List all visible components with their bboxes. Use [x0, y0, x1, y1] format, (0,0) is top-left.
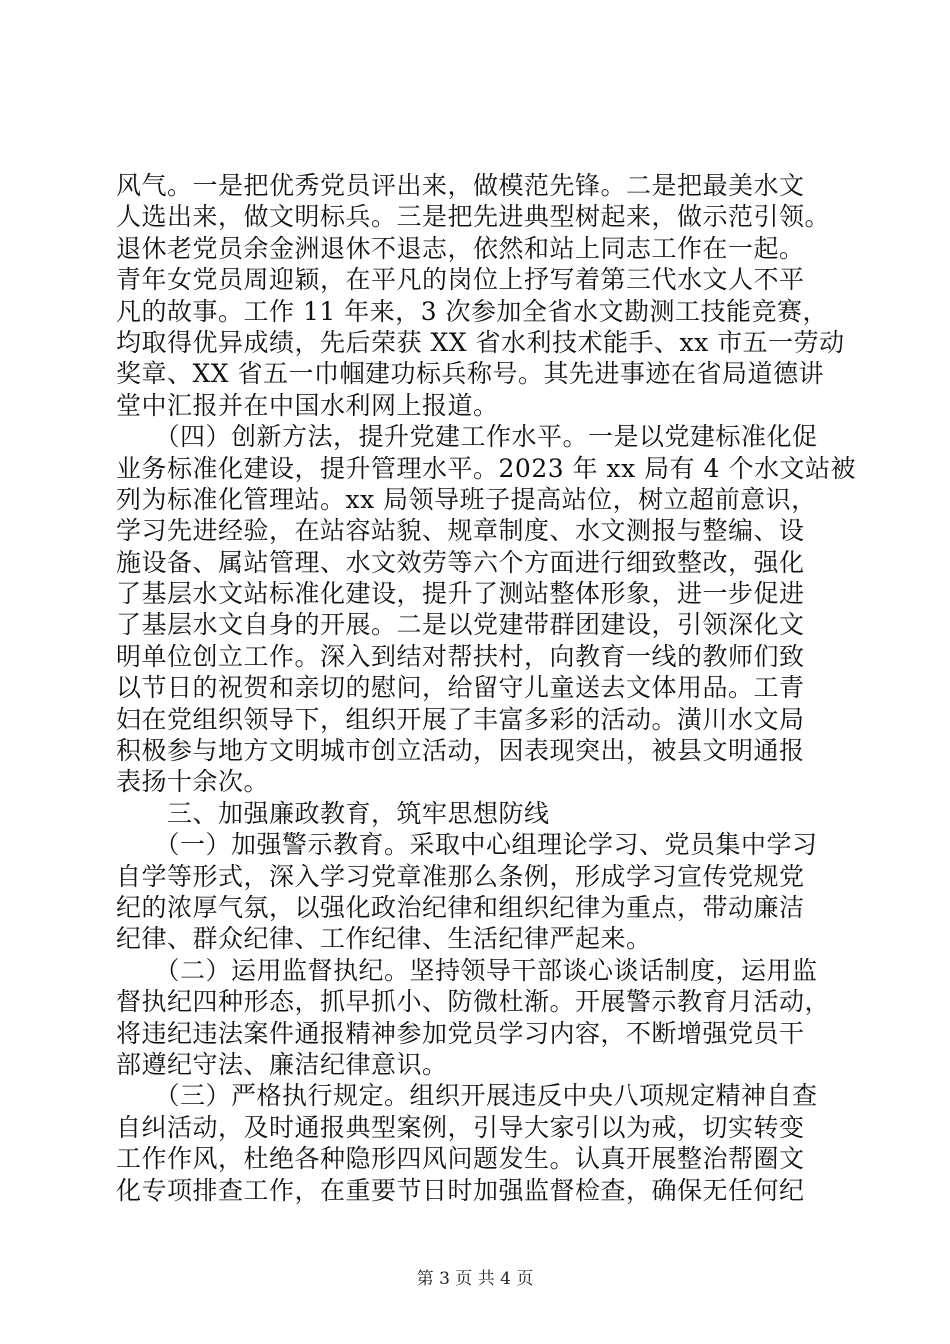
body-text	[116, 170, 856, 1206]
text-line: 凡的故事。工作 11 年来，3 次参加全省水文勘测工技能竞赛，	[116, 296, 829, 326]
text-line: 业务标准化建设，提升管理水平。2023 年 xx 局有 4 个水文站被	[116, 453, 856, 483]
text-line: 风气。一是把优秀党员评出来，做模范先锋。二是把最美水文	[116, 171, 805, 200]
text-line: 施设备、属站管理、水文效劳等六个方面进行细致整改，强化	[116, 547, 805, 577]
text-line: 堂中汇报并在中国水利网上报道。	[116, 390, 499, 420]
text-line: 妇在党组织领导下，组织开展了丰富多彩的活动。潢川水文局	[116, 704, 805, 734]
text-line: 奖章、XX 省五一巾帼建功标兵称号。其先进事迹在省局道德讲	[116, 359, 825, 389]
text-line: 化专项排查工作，在重要节日时加强监督检查，确保无任何纪	[116, 1175, 805, 1205]
text-line: 明单位创立工作。深入到结对帮扶村，向教育一线的教师们致	[116, 641, 805, 671]
text-line: 人选出来，做文明标兵。三是把先进典型树起来，做示范引领。	[116, 202, 831, 232]
text-line: 工作作风，杜绝各种隐形四风问题发生。认真开展整治帮圈文	[116, 1144, 805, 1174]
text-line: 积极参与地方文明城市创立活动，因表现突出，被县文明通报	[116, 736, 805, 766]
text-line: （二）运用监督执纪。坚持领导干部谈心谈话制度，运用监	[116, 955, 818, 985]
text-line: 自纠活动，及时通报典型案例，引导大家引以为戒，切实转变	[116, 1112, 805, 1142]
text-line: 自学等形式，深入学习党章准那么条例，形成学习宣传党规党	[116, 861, 805, 891]
text-line: 督执纪四种形态，抓早抓小、防微杜渐。开展警示教育月活动，	[116, 987, 831, 1017]
text-line: 表扬十余次。	[116, 767, 270, 797]
text-line: 了基层水文自身的开展。二是以党建带群团建设，引领深化文	[116, 610, 805, 640]
text-line: 均取得优异成绩，先后荣获 XX 省水利技术能手、xx 市五一劳动	[116, 327, 845, 357]
text-line: 将违纪违法案件通报精神参加党员学习内容，不断增强党员干	[116, 1018, 805, 1048]
page-footer: 第 3 页 共 4 页	[416, 1269, 534, 1289]
text-line: （四）创新方法，提升党建工作水平。一是以党建标准化促	[116, 422, 818, 452]
section-heading: 三、加强廉政教育，筑牢思想防线	[116, 798, 550, 828]
text-line: 退休老党员余金洲退休不退志，依然和站上同志工作在一起。	[116, 233, 805, 263]
text-line: 青年女党员周迎颖，在平凡的岗位上抒写着第三代水文人不平	[116, 265, 805, 295]
text-line: （一）加强警示教育。采取中心组理论学习、党员集中学习	[116, 830, 818, 860]
text-line: 纪的浓厚气氛，以强化政治纪律和组织纪律为重点，带动廉洁	[116, 892, 805, 922]
text-line: 纪律、群众纪律、工作纪律、生活纪律严起来。	[116, 924, 652, 954]
text-line: 了基层水文站标准化建设，提升了测站整体形象，进一步促进	[116, 579, 805, 609]
text-line: 以节日的祝贺和亲切的慰问，给留守儿童送去文体用品。工青	[116, 673, 805, 703]
text-line: （三）严格执行规定。组织开展违反中央八项规定精神自查	[116, 1081, 818, 1111]
text-line: 学习先进经验，在站容站貌、规章制度、水文测报与整编、设	[116, 516, 805, 546]
text-line: 部遵纪守法、廉洁纪律意识。	[116, 1049, 448, 1079]
text-line: 列为标准化管理站。xx 局领导班子提高站位，树立超前意识，	[116, 484, 817, 514]
